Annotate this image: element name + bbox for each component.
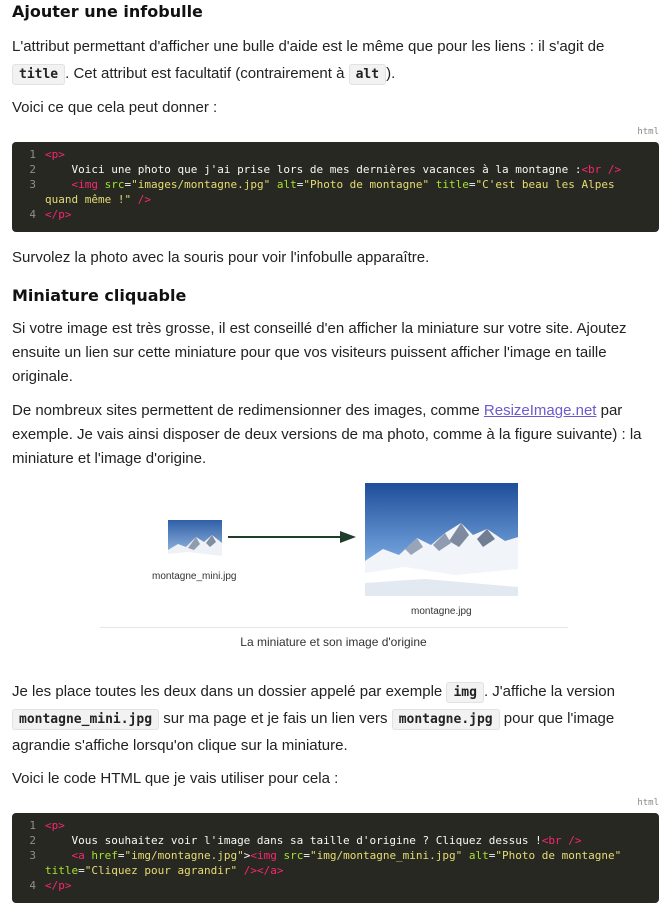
code-block-infobulle[interactable] [12,142,659,232]
code-block-miniature[interactable] [12,813,659,903]
code-token: "img/montagne_mini.jpg" [309,849,463,862]
text: . J'affiche la version [483,683,615,700]
code-token: href [91,849,118,862]
line-number: 3 [29,849,36,862]
paragraph-infobulle-intro [12,33,657,88]
paragraph-hover-hint: Survolez la photo avec la souris pour voir l'infobulle apparaître. [12,249,430,266]
code-line [12,162,651,177]
code-token: src [283,849,304,862]
text: par exemple. Je vais ainsi disposer de deux versions de ma photo, comme à la figure suivante) : la miniature et l'image d'origine. [12,402,642,467]
line-number: 1 [29,819,36,832]
line-number: 1 [29,148,36,161]
code-token: "C'est beau les Alpes quand même !" [45,178,622,206]
inline-code-alt: alt [349,64,386,85]
code-token: src [104,178,125,191]
code-token: title [435,178,469,191]
full-size-filename: montagne.jpg [411,606,472,617]
code-token: > [243,849,251,862]
code-token: Voici une photo que j'ai prise lors de mes dernières vacances à la montagne : [71,163,582,176]
figure-caption: La miniature et son image d'origine [240,635,427,649]
section-title-miniature: Miniature cliquable [12,286,187,305]
inline-code-title: title [12,64,65,85]
code-language-label: html [637,798,659,808]
line-number: 2 [29,834,36,847]
code-token: "Photo de montagne" [303,178,430,191]
code-line: 3 <img src="images/montagne.jpg" alt="Photo de montagne" title="C'est beau les Alpes quand même !" /> [12,177,651,207]
code-token: </p> [45,879,72,892]
paragraph-miniature-intro: Si votre image est très grosse, il est conseillé d'en afficher la miniature sur votre site. Ajoutez ensuite un lien sur cette miniature pour que vos visiteurs puissent afficher l'image en taille originale. [12,320,627,385]
section-title-infobulle: Ajouter une infobulle [12,2,203,21]
text: L'attribut permettant d'afficher une bulle d'aide est le même que pour les liens : il s'agit de [12,38,605,55]
text: . Cet attribut est facultatif (contrairement à [65,65,345,82]
code-token: </p> [45,208,72,221]
figure-divider [100,627,568,628]
code-line [12,147,651,162]
code-token: <a [71,849,85,862]
line-number: 2 [29,163,36,176]
paragraph-resize-sites [12,399,657,471]
code-token: <p> [45,148,65,161]
code-token: "images/montagne.jpg" [131,178,271,191]
inline-code-img: img [446,682,483,703]
code-line [12,207,651,222]
code-line [12,833,651,848]
line-number: 4 [29,208,36,221]
text: ). [386,65,396,82]
paragraph-example-intro: Voici ce que cela peut donner : [12,99,218,116]
paragraph-folder-setup [12,679,657,759]
thumbnail-filename: montagne_mini.jpg [152,571,237,582]
code-token: "Cliquez pour agrandir" [84,864,238,877]
paragraph-code-intro: Voici le code HTML que je vais utiliser pour cela : [12,770,339,787]
code-line [12,818,651,833]
full-size-image [365,483,518,596]
code-token: alt [468,849,489,862]
inline-code-montagne: montagne.jpg [392,709,500,730]
code-token: "img/montagne.jpg" [124,849,244,862]
text: pour que l'image agrandie s'affiche lorsqu'on clique sur la miniature. [12,710,615,754]
line-number: 4 [29,879,36,892]
line-number: 3 [29,178,36,191]
resizeimage-link[interactable]: ResizeImage.net [483,402,597,419]
arrow-right-icon [228,530,358,544]
code-token: <p> [45,819,65,832]
text: sur ma page et je fais un lien vers [163,710,388,727]
code-token: <img [250,849,277,862]
code-token: /> [137,193,151,206]
code-line: 3 <a href="img/montagne.jpg"><img src="img/montagne_mini.jpg" alt="Photo de montagne" title="Cliquez pour agrandir" /></a> [12,848,651,878]
inline-code-montagne-mini: montagne_mini.jpg [12,709,159,730]
code-language-label: html [637,127,659,137]
thumbnail-image [168,520,222,560]
code-token: <br /> [541,834,582,847]
mountain-thumbnail-illustration [168,520,222,560]
mountain-photo-illustration [365,483,518,596]
code-token: <img [71,178,98,191]
code-token: "Photo de montagne" [495,849,622,862]
text: Je les place toutes les deux dans un dossier appelé par exemple [12,683,443,700]
code-token: Vous souhaitez voir l'image dans sa taille d'origine ? Cliquez dessus ! [71,834,542,847]
code-token: /></a> [243,864,284,877]
code-token: alt [276,178,297,191]
code-token: title [45,864,79,877]
code-token: <br /> [581,163,622,176]
code-line [12,878,651,893]
text: De nombreux sites permettent de redimensionner des images, comme [12,402,480,419]
